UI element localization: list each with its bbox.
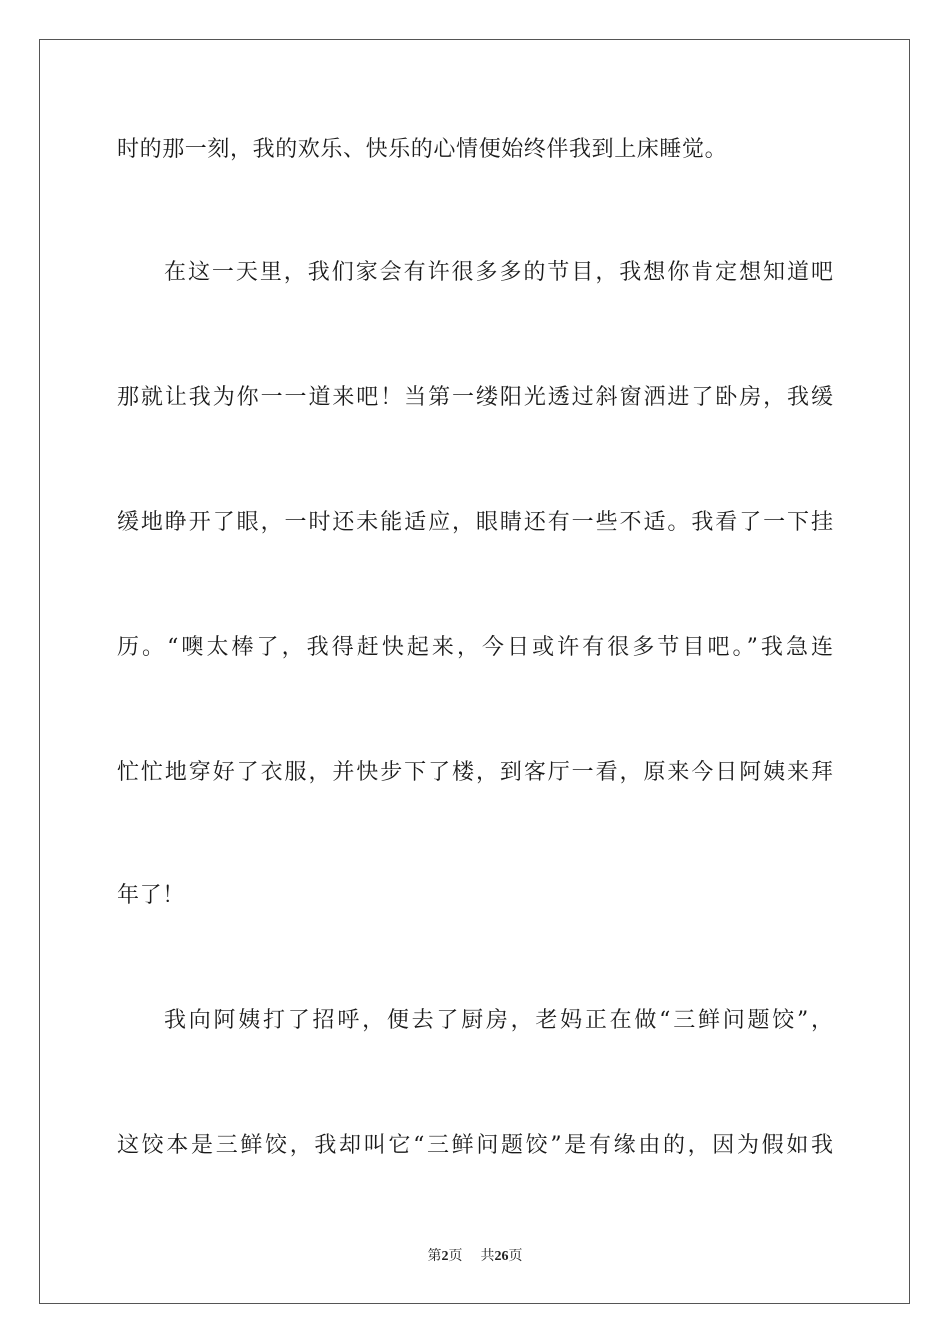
total-prefix: 共 bbox=[480, 1248, 495, 1264]
text-line-5: 历。“噢太棒了，我得赶快起来，今日或许有很多节目吧。”我急连 bbox=[117, 635, 833, 660]
text-line-1: 时的那一刻，我的欢乐、快乐的心情便始终伴我到上床睡觉。 bbox=[117, 137, 728, 162]
text-line-4: 缓地睁开了眼，一时还未能适应，眼睛还有一些不适。我看了一下挂 bbox=[117, 510, 833, 535]
page-border bbox=[39, 39, 910, 1304]
total-pages: 26 bbox=[494, 1249, 509, 1264]
page-prefix: 第 bbox=[427, 1248, 442, 1264]
page-footer bbox=[0, 1247, 950, 1266]
text-line-2: 在这一天里，我们家会有许很多多的节目，我想你肯定想知道吧 bbox=[164, 260, 833, 285]
page-number: 2 bbox=[441, 1249, 449, 1264]
text-line-7: 年了！ bbox=[117, 883, 185, 908]
page-suffix: 页 bbox=[448, 1248, 463, 1264]
text-line-6: 忙忙地穿好了衣服，并快步下了楼，到客厅一看，原来今日阿姨来拜 bbox=[117, 760, 833, 785]
total-suffix: 页 bbox=[508, 1248, 523, 1264]
text-line-9: 这饺本是三鲜饺，我却叫它“三鲜问题饺”是有缘由的，因为假如我 bbox=[117, 1133, 833, 1158]
text-line-3: 那就让我为你一一道来吧！当第一缕阳光透过斜窗洒进了卧房，我缓 bbox=[117, 385, 833, 410]
text-line-8: 我向阿姨打了招呼，便去了厨房，老妈正在做“三鲜问题饺”， bbox=[164, 1008, 833, 1033]
